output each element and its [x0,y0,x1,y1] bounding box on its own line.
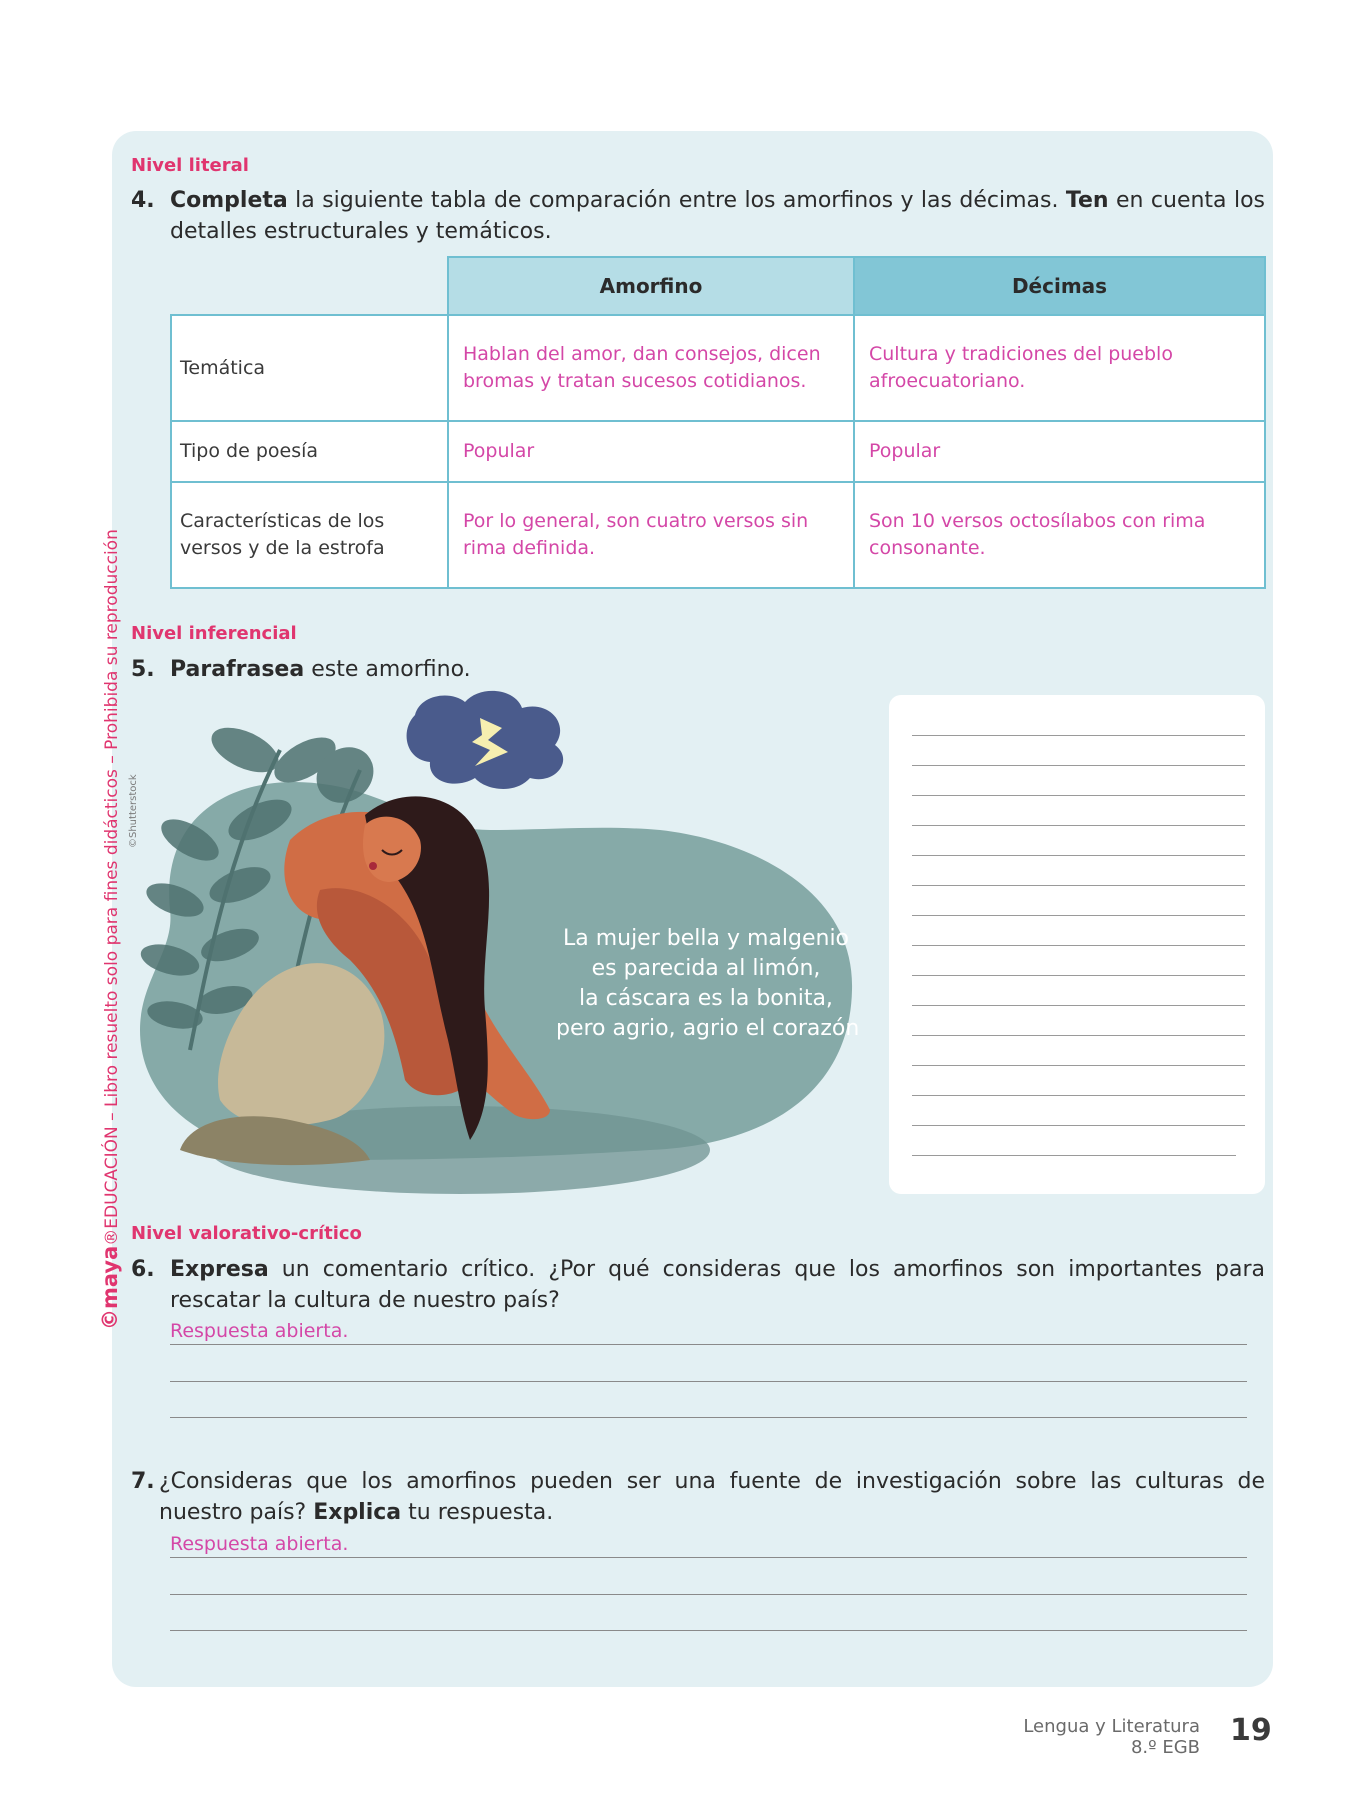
level-literal-heading: Nivel literal [131,155,249,176]
writing-line [912,1035,1245,1036]
question-5 [131,654,1265,685]
table-row [171,315,1265,421]
question-5-text [170,654,1265,685]
answer-line[interactable] [170,1344,1247,1345]
comparison-table [170,256,1266,589]
question-7 [131,1466,1265,1528]
question-7-text-2: tu respuesta. [401,1500,554,1525]
footer-subject [900,1716,1200,1758]
poem-line: es parecida al limón, [591,956,821,981]
question-4-number: 4. [131,188,155,213]
answer-line[interactable] [170,1630,1247,1631]
table-row [171,421,1265,482]
row-label-tipo-poesia: Tipo de poesía [171,421,448,482]
writing-line [912,765,1245,766]
question-6-number: 6. [131,1257,155,1282]
image-credit: ©Shutterstock [128,774,139,848]
question-4-verb-1: Completa [170,188,288,213]
answer-cell: Hablan del amor, dan consejos, dicen bromas y tratan sucesos cotidianos. [448,315,854,421]
brand-logo-text: ©maya [98,1245,122,1330]
poem-line: La mujer bella y malgenio [562,926,850,951]
level-inferencial-heading: Nivel inferencial [131,623,297,644]
writing-line [912,1005,1245,1006]
question-4-verb-2: Ten [1065,188,1109,213]
writing-line [912,855,1245,856]
writing-line [912,795,1245,796]
row-label-caracteristicas: Características de los versos y de la estrofa [171,482,448,588]
answer-line[interactable] [170,1417,1247,1418]
copyright-notice: ®EDUCACIÓN – Libro resuelto solo para fines didácticos – Prohibida su reproducción [102,529,122,1246]
question-6 [131,1254,1265,1316]
question-7-verb: Explica [313,1500,402,1525]
question-5-number: 5. [131,657,155,682]
question-7-text-1: ¿Consideras que los amorfinos pueden ser una fuente de investigación sobre las culturas de nuestro país? [159,1469,1265,1525]
writing-line [912,1125,1245,1126]
question-4-text-2: en cuenta los detalles estructurales y temáticos. [170,188,1265,244]
grade-level: 8.º EGB [1130,1737,1200,1758]
writing-line [912,885,1245,886]
page-number: 19 [1230,1713,1272,1748]
question-6-answer: Respuesta abierta. [170,1320,349,1342]
poem-line: pero agrio, agrio el corazón [556,1016,860,1041]
question-6-text-rest: un comentario crítico. ¿Por qué consideras que los amorfinos son importantes para rescatar la cultura de nuestro país? [170,1257,1265,1313]
writing-line [912,945,1245,946]
header-amorfino: Amorfino [448,257,854,315]
question-6-verb: Expresa [170,1257,269,1282]
question-4 [131,185,1265,247]
writing-line [912,915,1245,916]
question-7-answer: Respuesta abierta. [170,1533,349,1555]
row-label-tematica: Temática [171,315,448,421]
writing-line [912,1065,1245,1066]
question-6-text [170,1254,1265,1316]
question-7-number: 7. [131,1469,155,1494]
answer-cell: Por lo general, son cuatro versos sin rima definida. [448,482,854,588]
writing-line [912,975,1245,976]
poem-line: la cáscara es la bonita, [579,986,833,1011]
question-5-text-rest: este amorfino. [304,657,471,682]
answer-cell: Popular [854,421,1265,482]
answer-cell: Popular [448,421,854,482]
table-header-row [171,257,1265,315]
answer-cell: Son 10 versos octosílabos con rima consonante. [854,482,1265,588]
question-7-text [159,1466,1265,1528]
level-valorativo-heading: Nivel valorativo-crítico [131,1223,362,1244]
answer-line[interactable] [170,1557,1247,1558]
copyright-sidebar [98,529,122,1330]
question-4-text-1: la siguiente tabla de comparación entre los amorfinos y las décimas. [287,188,1066,213]
subject-name: Lengua y Literatura [1023,1716,1200,1737]
answer-line[interactable] [170,1381,1247,1382]
paraphrase-writing-area[interactable] [889,695,1265,1194]
header-decimas: Décimas [854,257,1265,315]
writing-line [912,735,1245,736]
amorfino-poem [556,924,860,1044]
writing-line [912,1155,1236,1156]
question-5-verb: Parafrasea [170,657,305,682]
table-row [171,482,1265,588]
writing-line [912,1095,1245,1096]
writing-line [912,825,1245,826]
table-corner-cell [171,257,448,315]
question-4-text [170,185,1265,247]
answer-line[interactable] [170,1594,1247,1595]
answer-cell: Cultura y tradiciones del pueblo afroecuatoriano. [854,315,1265,421]
